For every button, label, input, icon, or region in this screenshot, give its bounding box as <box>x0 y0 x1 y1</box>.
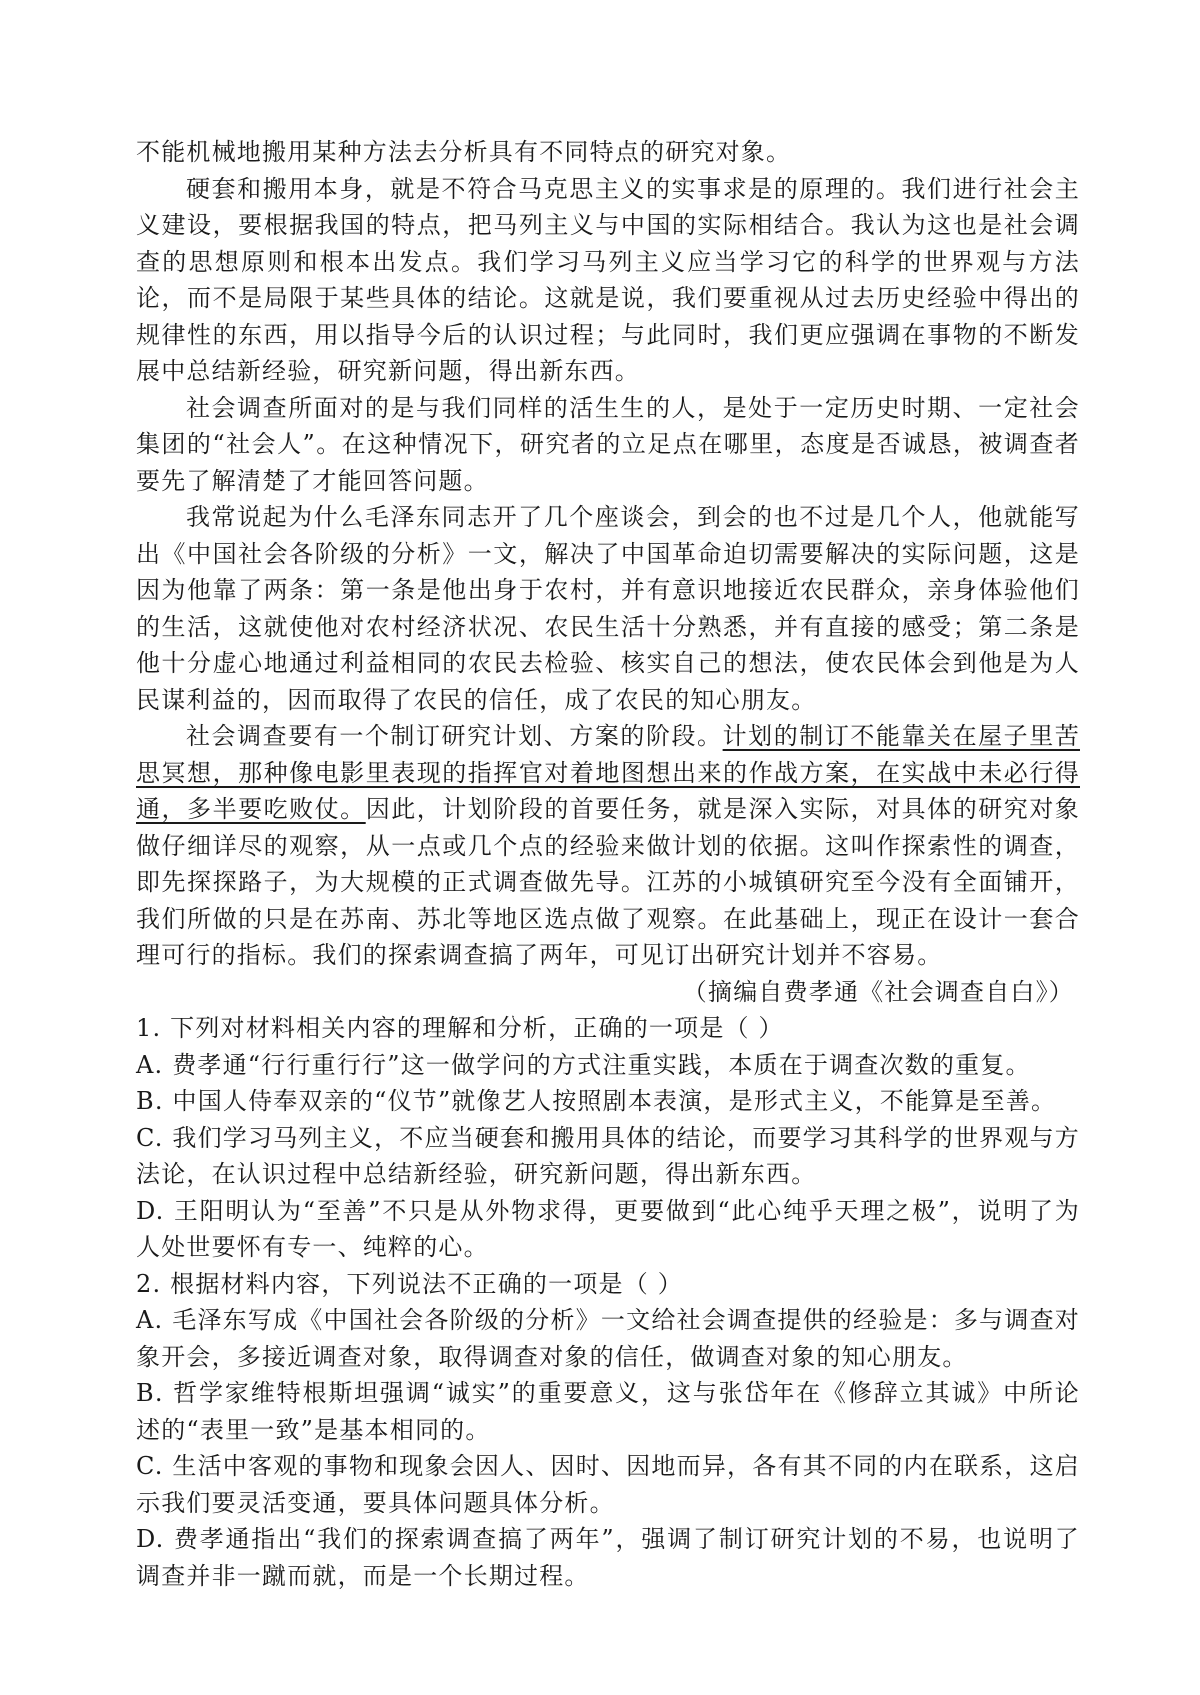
paragraph-4-rest: 因此，计划阶段的首要任务，就是深入实际，对具体的研究对象做仔细详尽的观察，从一点或几个点的经验来做计划的依据。这叫作探索性的调查，即先探探路子，为大规模的正式调查做先导。江苏的小城镇研究至今没有全面铺开，我们所做的只是在苏南、苏北等地区选点做了观察。在此基础上，现正在设计一套合理可行的指标。我们的探索调查搞了两年，可见订出研究计划并不容易。 <box>136 795 1080 969</box>
passage-paragraph-1: 硬套和搬用本身，就是不符合马克思主义的实事求是的原理的。我们进行社会主义建设，要根据我国的特点，把马列主义与中国的实际相结合。我认为这也是社会调查的思想原则和根本出发点。我们学习马列主义应当学习它的科学的世界观与方法论，而不是局限于某些具体的结论。这就是说，我们要重视从过去历史经验中得出的规律性的东西，用以指导今后的认识过程；与此同时，我们更应强调在事物的不断发展中总结新经验，研究新问题，得出新东西。 <box>136 174 1080 385</box>
question-1-stem: 1. 下列对材料相关内容的理解和分析，正确的一项是（ ） <box>136 1014 784 1042</box>
question-2 <box>136 1266 1080 1595</box>
question-2-option-d: D. 费孝通指出“我们的探索调查搞了两年”，强调了制订研究计划的不易，也说明了调查并非一蹴而就，而是一个长期过程。 <box>136 1525 1080 1590</box>
question-2-stem: 2. 根据材料内容，下列说法不正确的一项是（ ） <box>136 1269 683 1298</box>
question-1-option-d: D. 王阳明认为“至善”不只是从外物求得，更要做到“此心纯乎天理之极”，说明了为人处世要怀有专一、纯粹的心。 <box>136 1196 1080 1261</box>
passage-paragraph-2: 社会调查所面对的是与我们同样的活生生的人，是处于一定历史时期、一定社会集团的“社会人”。在这种情况下，研究者的立足点在哪里，态度是否诚恳，被调查者要先了解清楚了才能回答问题。 <box>136 393 1080 495</box>
passage-paragraph-0: 不能机械地搬用某种方法去分析具有不同特点的研究对象。 <box>136 138 792 166</box>
question-1 <box>136 1010 1080 1266</box>
question-2-option-c: C. 生活中客观的事物和现象会因人、因时、因地而异，各有其不同的内在联系，这启示我们要灵活变通，要具体问题具体分析。 <box>136 1452 1080 1517</box>
paragraph-4-intro: 社会调查要有一个制订研究计划、方案的阶段。 <box>186 722 723 750</box>
question-1-option-a: A. 费孝通“行行重行行”这一做学问的方式注重实践，本质在于调查次数的重复。 <box>136 1050 1031 1079</box>
passage-paragraph-4 <box>136 718 1080 974</box>
passage-paragraph-3: 我常说起为什么毛泽东同志开了几个座谈会，到会的也不过是几个人，他就能写出《中国社会各阶级的分析》一文，解决了中国革命迫切需要解决的实际问题，这是因为他靠了两条：第一条是他出身于农村，并有意识地接近农民群众，亲身体验他们的生活，这就使他对农村经济状况、农民生活十分熟悉，并有直接的感受；第二条是他十分虚心地通过利益相同的农民去检验、核实自己的想法，使农民体会到他是为人民谋利益的，因而取得了农民的信任，成了农民的知心朋友。 <box>136 503 1080 714</box>
source-citation: （摘编自费孝通《社会调查自白》） <box>682 977 1074 1006</box>
question-2-option-a: A. 毛泽东写成《中国社会各阶级的分析》一文给社会调查提供的经验是：多与调查对象开会，多接近调查对象，取得调查对象的信任，做调查对象的知心朋友。 <box>136 1306 1080 1371</box>
question-2-option-b: B. 哲学家维特根斯坦强调“诚实”的重要意义，这与张岱年在《修辞立其诚》中所论述的“表里一致”是基本相同的。 <box>136 1379 1080 1444</box>
question-1-option-c: C. 我们学习马列主义，不应当硬套和搬用具体的结论，而要学习其科学的世界观与方法论，在认识过程中总结新经验，研究新问题，得出新东西。 <box>136 1123 1080 1188</box>
question-1-option-b: B. 中国人侍奉双亲的“仪节”就像艺人按照剧本表演，是形式主义，不能算是至善。 <box>136 1087 1057 1115</box>
document-page <box>136 134 1080 1594</box>
underlined-sentence: 计划的制订不能靠关在屋子里苦思冥想，那种像电影里表现的指挥官对着地图想出来的作战方案，在实战中未必行得通，多半要吃败仗。 <box>136 722 1080 823</box>
